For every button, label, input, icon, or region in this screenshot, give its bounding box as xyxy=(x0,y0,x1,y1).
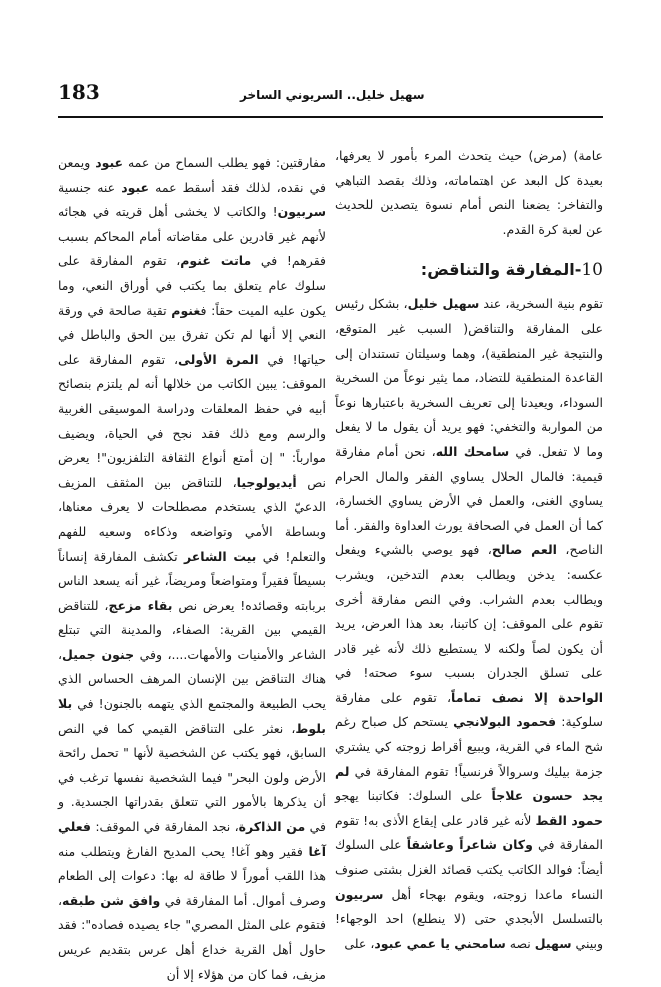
text-run: ، تقوم المفارقة على الموقف: يبين الكاتب من خلالها أنه لم يلتزم بنصائح أبيه في حفظ المعلقات ودراسة الموسيقى الغربية والرسم ومع ذلك فقد نجح في الحياة، ويضيف موارباً: " إن أمتع أنواع الثقافة التلفزيون"! يعرض نص xyxy=(58,351,326,490)
text-run: ، فتقوم على المثل المصري" جاء يصيده فصاده": فقد حاول أهل القرية خداع أهل عرس بتقديم عريس مزيف، فما كان من هؤلاء إلا أن xyxy=(58,892,326,982)
bold-run: ماتت غنوم xyxy=(180,253,252,269)
bold-run: عبود xyxy=(95,155,124,170)
bold-run: حمود القط xyxy=(535,812,604,828)
text-run: مفارقتين: فهو يطلب السماح من عمه xyxy=(123,155,326,170)
header-rule xyxy=(58,116,603,118)
bold-run: سربيون xyxy=(277,204,326,220)
bold-run: بلا بلوط xyxy=(58,696,326,736)
text-run: ، نعثر على التناقض القيمي كما في النص السابق، فهو يكتب عن الشخصية لأنها " تحمل رائحة الأرض ولون البحر" فيما الشخصية نفسها ترغب في أن يذكرها بالأمور التي تتعلق بقدراتها الجسدية. و في xyxy=(58,720,326,835)
bold-run: العم صالح xyxy=(491,542,557,558)
text-run: ويمعن في نقده، لذلك فقد أسقط عمه xyxy=(58,155,326,195)
text-run: تكشف المفارقة إنساناً بسيطاً فقيراً ومتواضعاً ومريضاً، غير أنه يسعد الناس بربابته وقصائده! يعرض نص xyxy=(58,548,326,613)
bold-run: سربيون xyxy=(335,886,384,902)
text-run: ، تقوم المفارقة على سلوك عام يتعلق بما يكتب في أوراق النعي، وما يكون عليه الميت حقاً: ف xyxy=(58,253,326,318)
section-heading xyxy=(335,256,603,284)
left-column xyxy=(58,151,326,987)
right-body-paragraph xyxy=(335,292,603,956)
text-run: ، للتناقض بين المثقف المزيف الدعيّ الذي يستخدم مصطلحات لا يعرف معناها، وبساطة الأمي وتواضعه وذكاءه وسعيه للفهم والتعلم! في xyxy=(58,474,326,564)
intro-paragraph: عامة) (مرض) حيث يتحدث المرء بأمور لا يعرفها، بعيدة كل البعد عن اهتماماته، وذلك بقصد التباهي والتفاخر: يضعنا النص أمام نسوة يتصدين للحديث عن لعبة كرة القدم. xyxy=(335,148,603,237)
text-run: على السلوك: فكاتبنا يهجو xyxy=(335,788,492,804)
text-run: يستحم كل صباح رغم شح الماء في القرية، ويبيع أقراط زوجته كي يشتري جزمة بيليك وسروالاً فرنسياً! تقوم المفارقة في xyxy=(335,714,603,779)
text-run: ، نحن أمام مفارقة قيمية: فالمال الحلال يساوي الفقر والمال الحرام يساوي الغنى، والعمل في الأرض يساوي الخسارة، كما أن العمل في الصحافة يورث العداوة والفقر. أما الناصح، xyxy=(335,443,603,558)
text-run: ، بشكل رئيس على المفارقة والتناقض( السبب غير المتوقع، والنتيجة غير المنطقية)، وهما وسيلتان تستندان إلى القاعدة المنطقية للتضاد، مما يثير نوعاً من السخرية السوداء، ويعيدنا إلى تعريف السخرية باعتبارها نوعاً من المواربة والتخفي: فهو يريد أن يقول ما لا يفعل وما لا تفعل. في xyxy=(335,296,603,459)
text-run: ، تقوم على مفارقة سلوكية: xyxy=(335,689,603,730)
bold-run: سهيل xyxy=(534,935,572,951)
text-run: ، هناك التناقض بين الإنسان المرهف الحساس الذي يحب الطبيعة والمجتمع الذي يتهمه بالجنون! في xyxy=(58,646,326,712)
bold-run: سامحني يا عمي عبود xyxy=(374,935,506,951)
text-run: فقير وهو آغا! يحب المديح الفارغ ويتطلب منه هذا اللقب أموراً لا طاقة له بها: دعوات إلى الطعام وصرف أموال. أما المفارقة في xyxy=(58,843,326,908)
bold-run: سامحك الله xyxy=(435,443,510,459)
text-run: بالتسلسل الأبجدي حتى (لا ينطلع) احد الوجهاء! وبيني xyxy=(335,911,603,951)
bold-run: لم يجد حسون علاجاً xyxy=(335,763,603,804)
text-run: ، على xyxy=(344,935,375,951)
bold-run: أيديولوجيا xyxy=(236,474,297,490)
text-run: ، للتناقض القيمي بين القرية: الصفاء، والمدينة التي تبتلع الشاعر والأمنيات والأمهات....، وفي xyxy=(58,597,326,662)
text-run: ، فهو يوصي بالشيء ويفعل عكسه: يدخن ويطالب بعدم التدخين، ويشرب ويطالب بعدم الشراب. وفي النص مفارقة أخرى تقوم على الموقف: إن كاتبنا، بعد هذا العرض، يريد أن يكون لصاً ولكنه لا يستطيع ذلك لأنه غير قادر على تسلق الجدران بسبب سوء صحته! في xyxy=(335,542,603,681)
bold-run: غنوم xyxy=(171,302,201,318)
bold-run: سهيل خليل xyxy=(407,296,480,312)
running-head: سهيل خليل.. السريوني الساخر xyxy=(240,88,425,102)
text-run: تقية صالحة في ورقة النعي إلا أنها لم تكن تفرق بين الحق والباطل في حياتها! في xyxy=(58,302,326,367)
bold-run: بيت الشاعر xyxy=(183,548,257,564)
section-number: 10 xyxy=(581,260,603,281)
left-body-paragraph xyxy=(58,151,326,987)
bold-run: المرة الأولى xyxy=(178,351,259,367)
bold-run: بقاء مزعج xyxy=(108,597,173,613)
text-run: ، نجد المفارقة في الموقف: xyxy=(91,819,239,835)
bold-run: فحمود البولانجي xyxy=(453,714,557,730)
text-run: تقوم بنية السخرية، عند xyxy=(479,296,603,312)
text-run: على السلوك أيضاً: فوالد الكاتب يكتب قصائد الغزل بشتى صنوف النساء ماعدا زوجته، ويقوم بهجاء أهل xyxy=(335,837,603,902)
bold-run: من الذاكرة xyxy=(238,819,306,835)
text-run: ! والكاتب لا يخشى أهل قريته في هجائه لأنهم غير قادرين على مقاضاته أمام المحاكم بسبب فقرهم! في xyxy=(58,204,326,269)
text-run: عنه جنسية xyxy=(58,179,122,195)
text-run: لأنه غير قادر على إيقاع الأذى به! تقوم المفارقة في xyxy=(335,812,603,853)
bold-run: الواحدة إلا نصف تماماً xyxy=(451,689,603,705)
page-number: 183 xyxy=(58,80,100,104)
bold-run: وافق شن طبقه xyxy=(62,892,161,908)
right-column xyxy=(335,144,603,956)
bold-run: عبود xyxy=(121,179,150,195)
text-run: نصه xyxy=(505,935,535,951)
section-title: -المفارقة والتناقض: xyxy=(420,260,582,280)
bold-run: فعلي آغا xyxy=(58,819,326,859)
bold-run: جنون جميل xyxy=(62,646,135,662)
bold-run: وكان شاعراً وعاشقاً xyxy=(406,837,533,853)
